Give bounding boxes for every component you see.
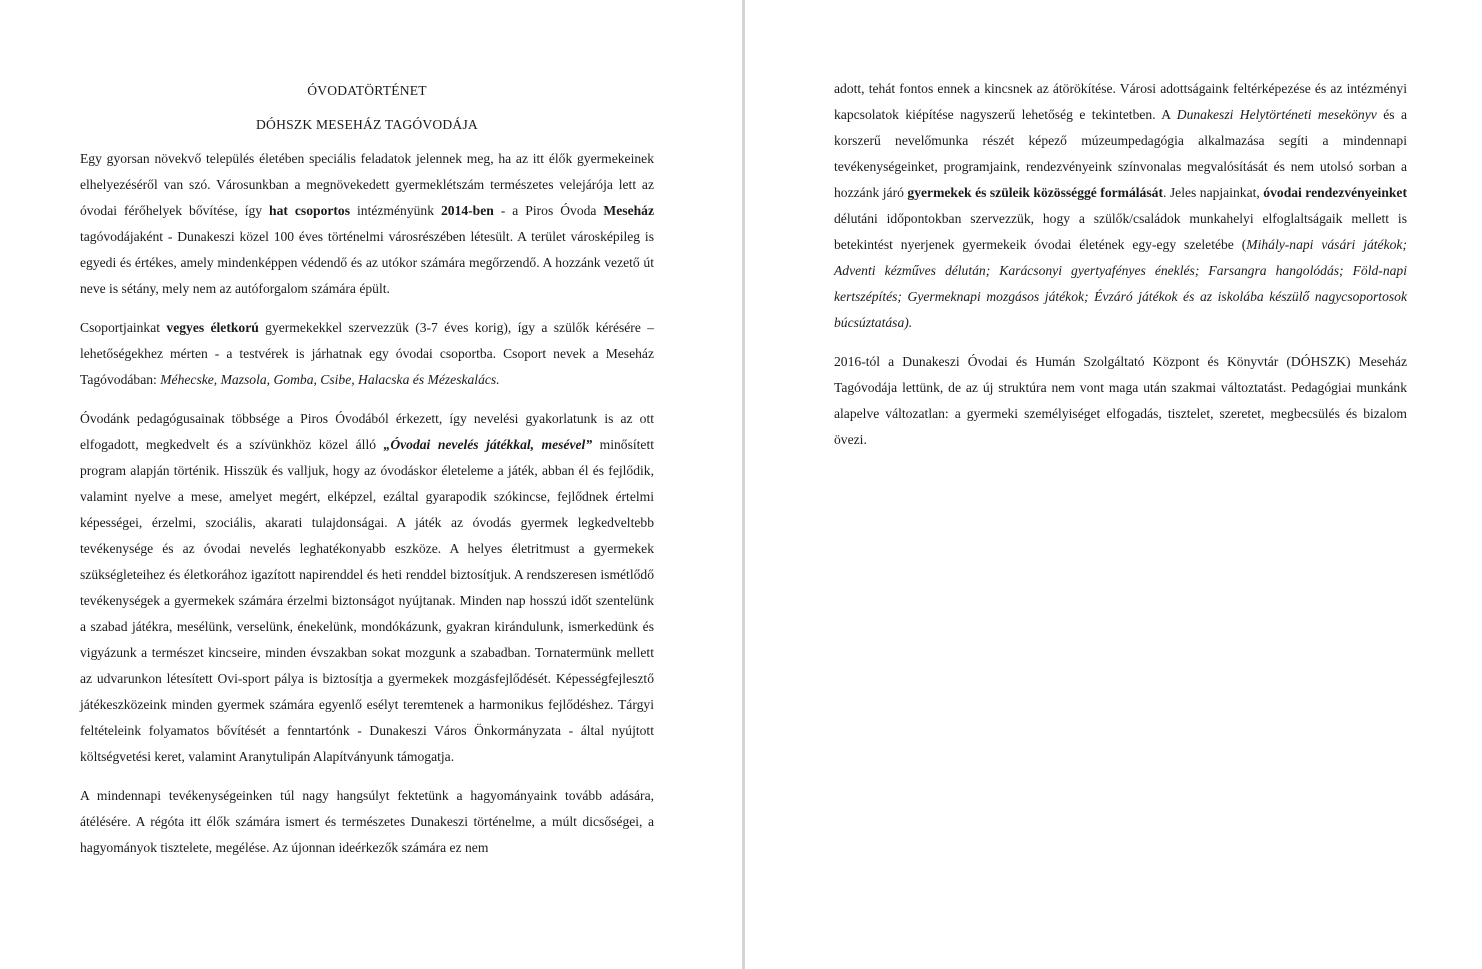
bold-italic-text: „Óvodai nevelés játékkal, mesével” [383,437,593,452]
text-run: és a korszerű nevelőmunka részét képező múzeumpedagógia alkalmazása segíti a mindennapi tevékenységeinket, programjaink, rendezvényeink színvonalas megvalósítását és nem utolsó sorban a hozzánk járó [834,107,1408,200]
bold-text: óvodai rendezvényeinket [1263,185,1407,200]
document-title: ÓVODATÖRTÉNET [307,83,427,98]
paragraph [834,76,1407,336]
text-run: délutáni időpontokban szervezzük, hogy a szülők/családok munkahelyi elfoglaltságaik mellett is betekintést nyerjenek gyermekeik óvodai életének egy-egy szeletébe ( [834,211,1407,252]
paragraph [80,315,654,393]
document-subtitle: DÓHSZK MESEHÁZ TAGÓVODÁJA [256,117,478,132]
text-run: minősített program alapján történik. Hisszük és valljuk, hogy az óvodáskor életeleme a játék, abban él és fejlődik, valamint nyelve a mese, amelyet megért, elképzel, ezáltal gyarapodik szókincse, fejlődnek értelmi képességei, érzelmi, szociális, akarati tulajdonságai. A játék az óvodás gyermek legkedveltebb tevékenysége és az óvodai nevelés leghatékonyabb eszköze. A helyes életritmust a gyermekek szükségleteihez és életkorához igazított napirenddel és heti renddel biztosítjuk. A rendszeresen ismétlődő tevékenységek a gyermekek számára érzelmi biztonságot nyújtanak. Minden nap hosszú időt szentelünk a szabad játékra, mesélünk, verselünk, énekelünk, mondókázunk, gyakran kirándulunk, ismerkedünk és vigyázunk a természet kincseire, minden évszakban sokat mozgunk a szabadban. Tornatermünk mellett az udvarunkon létesített Ovi-sport pálya is biztosítja a gyermekek mozgásfejlődését. Képességfejlesztő játékeszközeink minden gyermek számára egyenlő esélyt teremtenek a harmonikus fejlődéshez. Tárgyi feltételeink folyamatos bővítését a fenntartónk - Dunakeszi Város Önkormányzata - által nyújtott költségvetési keret, valamint Aranytulipán Alapítványunk támogatja. [80,437,654,764]
italic-text: Méhecske, Mazsola, Gomba, Csibe, Halacska és Mézeskalács. [160,372,500,387]
bold-text: Meseház [603,203,655,218]
paragraph [80,783,654,861]
text-run: adott, tehát fontos ennek a kincsnek az átörökítése. Városi adottságaink feltérképezése és az intézményi kapcsolatok kiépítése nagyszerű lehetőség e tekintetben. A [834,81,1407,122]
bold-text: vegyes életkorú [166,320,259,335]
bold-text: 2014-ben [440,203,494,218]
text-run: gyermekekkel szervezzük (3-7 éves korig), így a szülők kérésére – lehetőségekhez mérten - a testvérek is járhatnak egy óvodai csoportba. Csoport nevek a Meseház Tagóvodában: [80,320,654,387]
text-run: A mindennapi tevékenységeinken túl nagy hangsúlyt fektetünk a hagyományaink tovább adására, átélésére. A régóta itt élők számára ismert és természetes Dunakeszi történelme, a múlt dicsőségei, a hagyományok tisztelete, megélése. Az újonnan ideérkezők számára ez nem [80,788,654,855]
italic-text: Mihály-napi vásári játékok; Adventi kézműves délután; Karácsonyi gyertyafényes éneklés; Farsangra hangolódás; Föld-napi kertszépítés; Gyermeknapi mozgásos játékok; Évzáró játékok és az iskolába készülő nagycsoportosok búcsúztatása). [834,237,1407,330]
text-run: - a Piros Óvoda [493,203,604,218]
text-run: tagóvodájaként - Dunakeszi közel 100 éves történelmi városrészében létesült. A terület városképileg is egyedi és értékes, amely mindenképpen védendő és az utókor számára megőrzendő. A hozzánk vezető út neve is sétány, mely nem az autóforgalom számára épült. [80,229,654,296]
paragraph [80,406,654,770]
bold-text: gyermekek és szüleik közösséggé formálását [907,185,1163,200]
text-run: Óvodánk pedagógusainak többsége a Piros Óvodából érkezett, így nevelési gyakorlatunk is az ott elfogadott, megkedvelt és a szívünkhöz közel álló [80,411,654,452]
italic-text: Dunakeszi Helytörténeti mesekönyv [1176,107,1377,122]
right-page [745,0,1482,969]
text-run: 2016-tól a Dunakeszi Óvodai és Humán Szolgáltató Központ és Könyvtár (DÓHSZK) Meseház Tagóvodája lettünk, de az új struktúra nem vont maga után szakmai változtatást. Pedagógiai munkánk alapelve változatlan: a gyermeki személyiséget elfogadás, tisztelet, szeretet, megbecsülés és bizalom övezi. [834,354,1407,447]
text-run: intézményünk [350,203,441,218]
text-run: Egy gyorsan növekvő település életében speciális feladatok jelennek meg, ha az itt élők gyermekeinek elhelyezéséről van szó. Városunkban a megnövekedett gyermeklétszám természetes velejárója lett az óvodai férőhelyek bővítése, így [80,151,654,218]
text-run: Csoportjainkat [80,320,167,335]
bold-text: hat csoportos [269,203,351,218]
paragraph [834,349,1407,453]
paragraph [80,146,654,302]
text-run: . Jeles napjainkat, [1162,185,1264,200]
